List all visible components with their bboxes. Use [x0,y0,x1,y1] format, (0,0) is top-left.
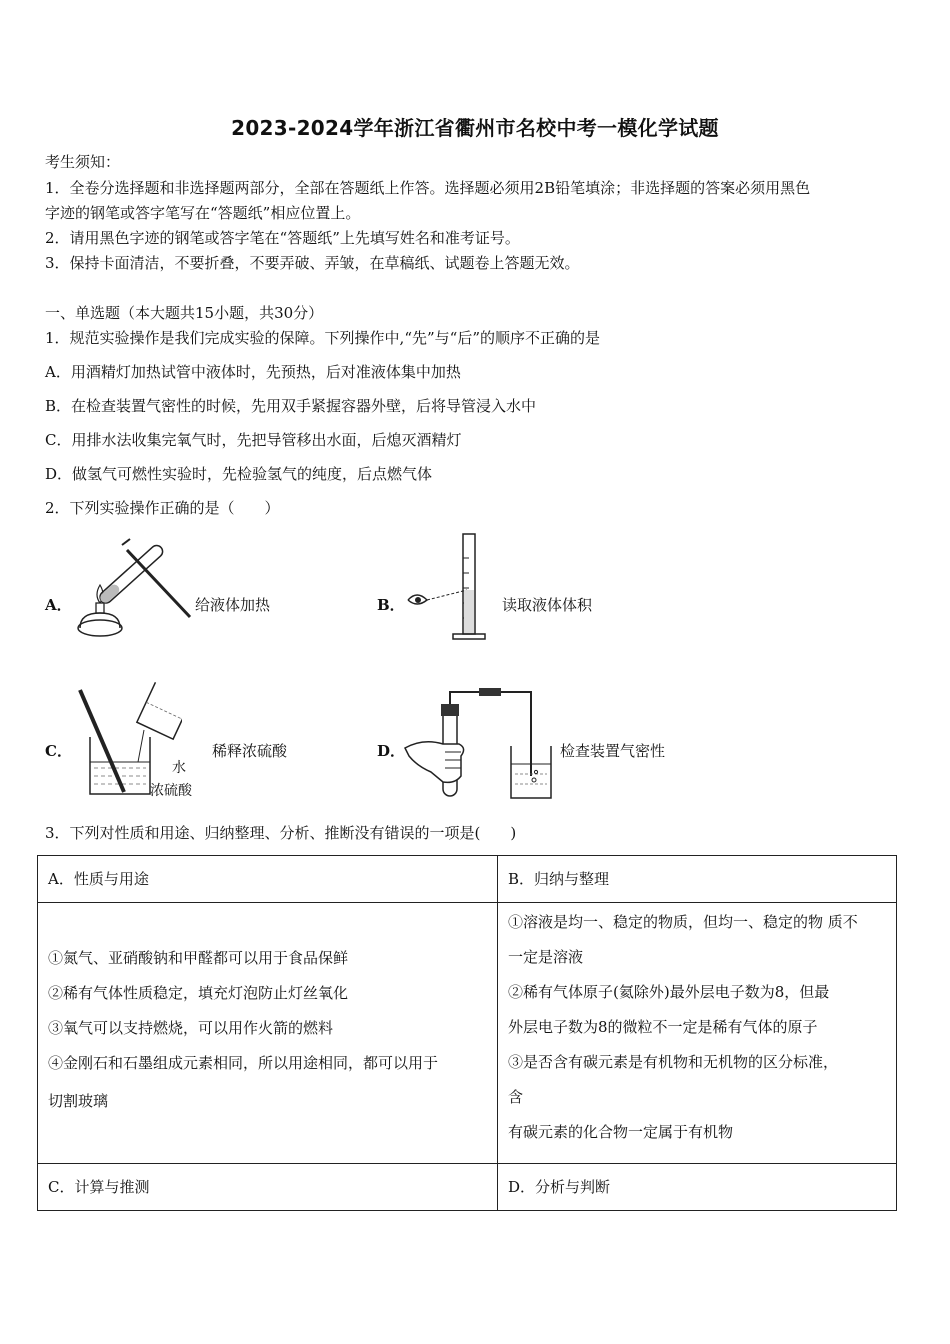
conc-acid-label: 浓硫酸 [150,783,192,799]
reading-volume-figure [405,528,505,646]
notice-item-3: 3．保持卡面清洁，不要折叠，不要弄破、弄皱，在草稿纸、试题卷上答题无效。 [45,254,580,272]
q3-table [37,855,897,1211]
cell-c-head: C．计算与推测 [38,1164,498,1211]
cell-b-body [498,903,897,1164]
airtightness-check-figure [403,686,558,801]
notice-item-2: 2．请用黑色字迹的钢笔或答字笔在“答题纸”上先填写姓名和准考证号。 [45,229,520,247]
cell-a-line-3: ③氧气可以支持燃烧，可以用作火箭的燃料 [48,1019,334,1037]
notice-item-1-cont: 字迹的钢笔或答字笔写在“答题纸”相应位置上。 [45,204,361,222]
q3-stem: 3．下列对性质和用途、归纳整理、分析、推断没有错误的一项是( ) [45,824,517,842]
cell-b-line-7: 有碳元素的化合物一定属于有机物 [508,1123,734,1141]
page-title: 2023-2024学年浙江省衢州市名校中考一模化学试题 [231,116,719,140]
q2-option-c-caption: 稀释浓硫酸 [212,742,288,760]
water-label: 水 [172,760,186,776]
q2-stem: 2．下列实验操作正确的是（ ） [45,499,280,517]
q1-option-a: A．用酒精灯加热试管中液体时，先预热，后对准液体集中加热 [45,363,461,381]
cell-a-line-2: ②稀有气体性质稳定，填充灯泡防止灯丝氧化 [48,984,349,1002]
cell-b-line-4: 外层电子数为8的微粒不一定是稀有气体的原子 [508,1018,818,1036]
cell-a-line-4: ④金刚石和石墨组成元素相同，所以用途相同，都可以用于 [48,1054,439,1072]
q2-option-d-caption: 检查装置气密性 [560,742,666,760]
q2-option-a-caption: 给液体加热 [195,596,271,614]
cell-b-line-3: ②稀有气体原子(氦除外)最外层电子数为8，但最 [508,983,830,1001]
q1-option-c: C．用排水法收集完氧气时，先把导管移出水面，后熄灭酒精灯 [45,431,462,449]
q2-option-c-label: C． [45,742,72,760]
cell-a-head: A．性质与用途 [38,856,498,903]
cell-b-line-6: 含 [508,1088,524,1106]
cell-b-line-2: 一定是溶液 [508,948,584,966]
q2-option-b-label: B． [377,596,405,614]
q1-stem: 1．规范实验操作是我们完成实验的保障。下列操作中,“先”与“后”的顺序不正确的是 [45,329,600,347]
cell-b-head: B．归纳与整理 [498,856,897,903]
cell-a-line-1: ①氮气、亚硝酸钠和甲醛都可以用于食品保鲜 [48,949,349,967]
q2-option-a-label: A． [45,596,72,614]
cell-a-line-5: 切割玻璃 [48,1092,109,1110]
q2-option-b-caption: 读取液体体积 [502,596,593,614]
section-heading: 一、单选题（本大题共15小题，共30分） [45,304,324,322]
cell-b-line-1: ①溶液是均一、稳定的物质，但均一、稳定的物 质不 [508,913,858,931]
heating-liquid-figure [72,535,192,645]
q2-option-d-label: D． [377,742,406,760]
notice-item-1: 1．全卷分选择题和非选择题两部分，全部在答题纸上作答。选择题必须用2B铅笔填涂；非选择题的答案必须用黑色 [45,179,811,197]
cell-b-line-5: ③是否含有碳元素是有机物和无机物的区分标准， [508,1053,839,1071]
q1-option-d: D．做氢气可燃性实验时，先检验氢气的纯度，后点燃气体 [45,465,433,483]
cell-d-head: D．分析与判断 [498,1164,897,1211]
q1-option-b: B．在检查装置气密性的时候，先用双手紧握容器外壁，后将导管浸入水中 [45,397,537,415]
notice-heading: 考生须知： [45,153,121,171]
cell-a-body [38,903,498,1164]
